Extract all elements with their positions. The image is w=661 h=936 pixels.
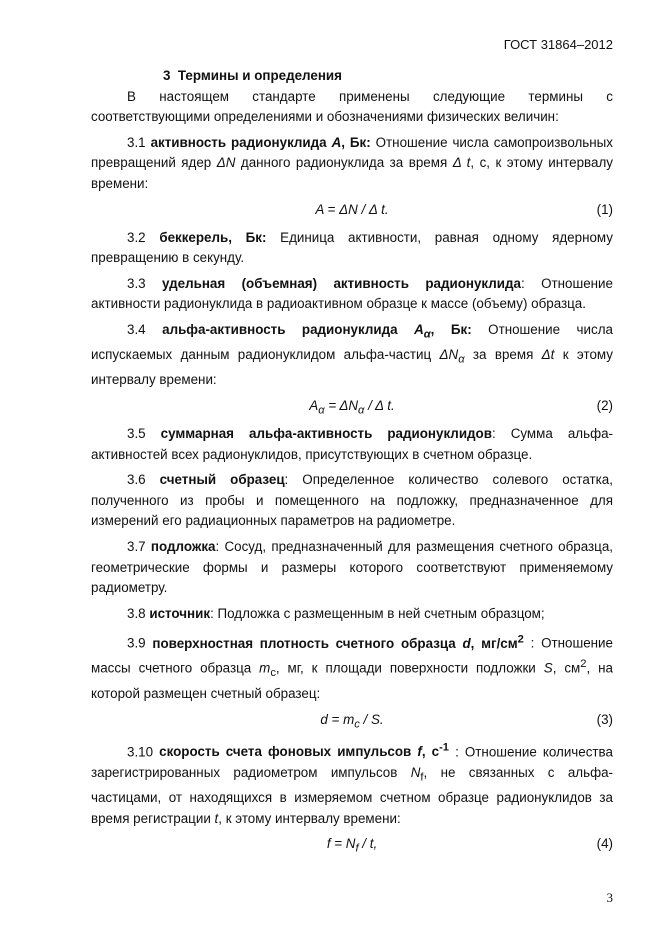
intro-paragraph: В настоящем стандарте применены следующие термины с соответствующими определениями и обозначениями физических величин: bbox=[91, 88, 613, 125]
term-name: подложка bbox=[150, 539, 216, 555]
formula-expression: $A_\alpha = \Delta N_\alpha / \Delta$ t. bbox=[309, 398, 395, 417]
term-3-5: 3.5 суммарная альфа-активность радионуклидов: Сумма альфа-активностей всех радионуклидов, присутствующих в счетном образце. bbox=[91, 426, 613, 462]
formula-expression: $d = m_c / S$. bbox=[320, 711, 384, 731]
term-3-2: 3.2 беккерель, Бк: Единица активности, равная одному ядерному превращению в секунду. bbox=[91, 229, 613, 266]
term-3-7: 3.7 подложка: Сосуд, предназначенный для размещения счетного образца, геометрические формы и размеры которого соответствуют применяемому радиометру. bbox=[91, 539, 613, 596]
formula-2 bbox=[91, 396, 613, 418]
page-content bbox=[91, 66, 613, 862]
term-3-1: 3.1 активность радионуклида А, Бк: Отношение числа самопроизвольных превращений ядер ΔN данного радионуклида за время Δ t, с, к этому интервалу времени: bbox=[91, 134, 613, 191]
section-number: 3 bbox=[163, 68, 171, 83]
formula-3 bbox=[91, 710, 613, 732]
term-name: альфа-активность радионуклида $А_\alpha$, Бк: bbox=[162, 321, 472, 341]
term-name: источник bbox=[149, 605, 211, 621]
formula-4 bbox=[91, 834, 613, 856]
term-3-4: 3.4 альфа-активность радионуклида $А_\alpha$, Бк: Отношение числа испускаемых данным радионуклидом альфа-частиц $\Delta N_\alpha$ за время Δt к этому интервалу времени: bbox=[91, 321, 613, 388]
term-3-3: 3.3 удельная (объемная) активность радионуклида: Отношение активности радионуклида в радиоактивном образце к массе (объему) образца. bbox=[91, 275, 613, 312]
section-heading bbox=[91, 66, 613, 87]
term-3-6: 3.6 счетный образец: Определенное количество солевого остатка, полученного из пробы и помещенного на подложку, предназначенное для измерений его радиационных параметров на радиометре. bbox=[91, 472, 613, 529]
document-code: ГОСТ 31864–2012 bbox=[503, 37, 613, 52]
term-3-9: 3.9 поверхностная плотность счетного образца d, $мг/см^2$ : Отношение массы счетного образца $m_c$, мг, к площади поверхности подложки S, $см^2$, на которой размещен счетный образец: bbox=[91, 633, 613, 702]
formula-1 bbox=[91, 200, 613, 222]
section-title: Термины и определения bbox=[177, 68, 342, 83]
term-name: поверхностная плотность счетного образца d, $мг/см^2$ bbox=[152, 633, 524, 651]
formula-expression: A = ΔN / Δ t. bbox=[315, 201, 389, 217]
term-3-10: 3.10 скорость счета фоновых импульсов f, $с^{-1}$ : Отношение количества зарегистрированных радиометром импульсов $N_f$, не связанных с альфа-частицами, от находящихся в измеряемом счетном образце радионуклидов за время регистрации t, к этому интервалу времени: bbox=[91, 741, 613, 826]
formula-number: (1) bbox=[596, 201, 613, 217]
page-number: 3 bbox=[606, 890, 613, 905]
term-3-8: 3.8 источник: Подложка с размещенным в ней счетным образцом; bbox=[127, 605, 545, 621]
term-name: беккерель, Бк: bbox=[159, 229, 267, 245]
formula-number: (2) bbox=[596, 398, 613, 414]
term-name: удельная (объемная) активность радионуклида bbox=[162, 275, 521, 291]
formula-number: (4) bbox=[596, 836, 613, 852]
term-name: скорость счета фоновых импульсов f, $с^{-1}$ bbox=[159, 741, 449, 760]
term-name: суммарная альфа-активность радионуклидов bbox=[160, 426, 492, 442]
formula-expression: $f = N_f / t$, bbox=[326, 836, 378, 855]
term-name: активность радионуклида А, Бк: bbox=[150, 134, 371, 150]
term-number: 3.1 bbox=[127, 134, 146, 150]
term-name: счетный образец bbox=[159, 472, 285, 488]
formula-number: (3) bbox=[596, 711, 613, 727]
